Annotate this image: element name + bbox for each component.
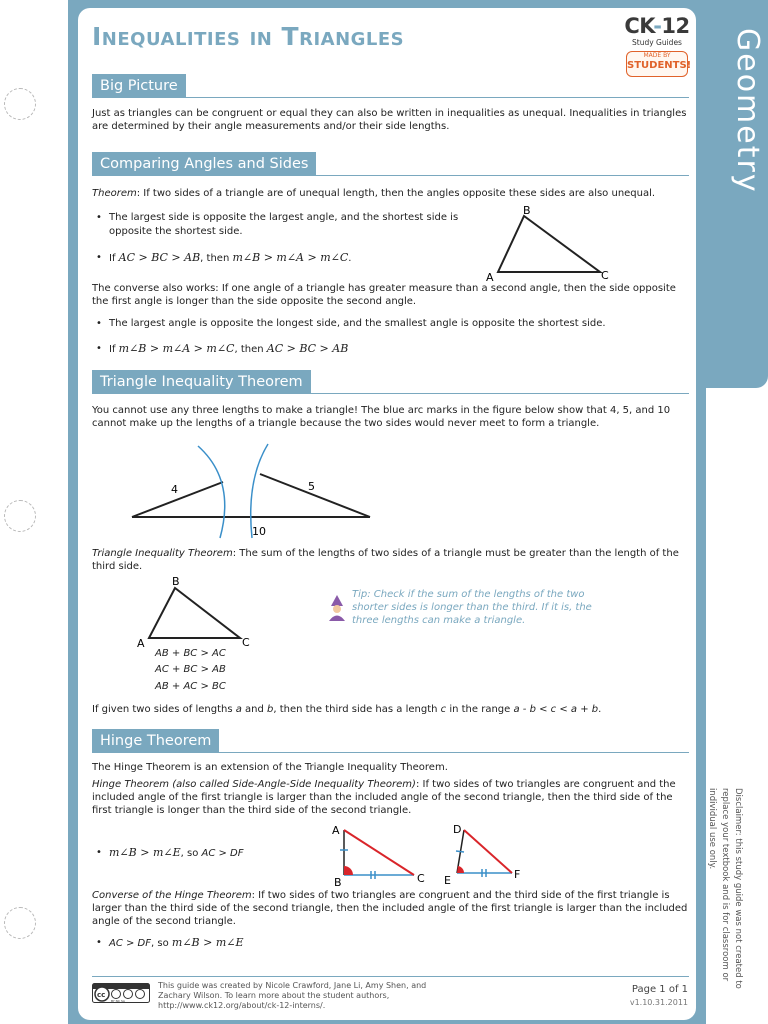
nc-icon [124,990,133,999]
section-heading-triangle-inequality: Triangle Inequality Theorem [92,370,311,394]
page-title: Inequalities in Triangles [92,22,405,51]
range-a: a [235,704,242,715]
triangle-abc [149,588,240,638]
section-heading-hinge: Hinge Theorem [92,729,219,753]
angle-e-marker [457,866,464,873]
range-pre: If given two sides of lengths [92,704,236,715]
right-segment [260,474,370,517]
vertex-label-a: A [137,637,145,650]
inequality-line: AB + AC > BC [155,681,226,692]
footer-credit: This guide was created by Nicole Crawford, Jane Li, Amy Shen, and Zachary Wilson. To learn more about the student authors, http://www.ck12.org/about/ck-12-interns/. [158,981,427,1010]
range-end: . [598,704,602,715]
list-item [96,846,316,861]
section-rule [92,393,689,394]
bullet-pre: If [109,344,119,355]
range-c: c [440,704,447,715]
inequality-line: AB + BC > AC [155,648,226,659]
math-expression: m∠B > m∠E [171,936,244,949]
vertex-label-c: C [601,269,609,282]
sa-icon [136,990,145,999]
compass-arc-left [198,446,225,538]
triangle-figure-abc [480,202,620,284]
side-ac [344,830,414,875]
math-expression: m∠B > m∠A > m∠C [232,251,349,264]
footer-rule [92,976,689,977]
bullet-mid: , then [234,344,267,355]
comparing-theorem [92,187,690,200]
theorem-text: : If two sides of a triangle are of unequal length, then the angles opposite these sides are also unequal. [136,188,656,199]
section-rule [92,752,689,753]
math-expression: m∠B > m∠E [109,846,181,859]
bullet-mid: , so [180,848,202,859]
triangle-inequality-theorem [92,547,690,573]
list-item [96,211,466,239]
by-icon [112,990,121,999]
converse-text: The converse also works: If one angle of a triangle has greater measure than a second angle, then the side opposite the first angle is longer than the side opposite the second angle. [92,283,676,307]
vertex-label-c: C [417,872,425,885]
logo-brand-12: 12 [661,14,690,38]
math-expression: m∠B > m∠A > m∠C [118,342,235,355]
non-triangle-figure [128,440,378,540]
converse-label: Converse of the Hinge Theorem [92,890,252,901]
hinge-theorem [92,778,690,817]
subject-tab-label: Geometry [730,28,765,194]
version-label: v1.10.31.2011 [629,998,688,1007]
vertex-label-b: B [334,876,342,888]
bullet-mid: , so [151,938,172,949]
cc-license-badge[interactable] [92,983,150,1003]
side-df [464,830,512,873]
binder-hole [4,907,36,939]
theorem-label: Triangle Inequality Theorem [92,548,233,559]
side-label-5: 5 [308,480,315,493]
disclaimer: Disclaimer: this study guide was not created to replace your textbook and is for classroom or individual use only. [707,788,743,989]
logo-brand [624,16,690,37]
vertex-label-a: A [332,824,340,837]
bullet-end: . [348,253,352,264]
binder-hole [4,500,36,532]
range-mid: , then the third side has a length [273,704,441,715]
wizard-hat [331,595,343,606]
triangle-inequality-intro: You cannot use any three lengths to make a triangle! The blue arc marks in the figure below show that 4, 5, and 10 cannot make up the lengths of a triangle because the two sides would never meet to form a triangle. [92,405,671,429]
triangle-figure-abc-2 [132,574,256,650]
angle-b-marker [344,866,353,875]
vertex-label-d: D [453,823,462,836]
range-in: in the range [446,704,514,715]
cc-mark: cc [97,991,106,999]
wizard-icon [326,594,348,622]
range-and: and [241,704,268,715]
section-rule [92,175,689,176]
badge-bottom-text: STUDENTS! [627,60,692,71]
tip-text: Tip: Check if the sum of the lengths of the two shorter sides is longer than the third. If it is, the three lengths can make a triangle. [352,589,592,626]
third-side-range [92,703,690,716]
hinge-converse [92,889,690,928]
vertex-label-c: C [242,636,250,649]
section-heading-comparing: Comparing Angles and Sides [92,152,316,176]
made-by-students-badge [626,51,692,77]
math-expression: AC > DF [201,848,244,859]
section-rule [92,97,689,98]
theorem-text: : The sum of the lengths of two sides of a triangle must be greater than the length of the third side. [92,548,679,572]
math-expression: AC > BC > AB [266,342,349,355]
wizard-robe [329,616,345,622]
list-item [96,936,396,951]
list-item [96,342,686,357]
vertex-label-b: B [523,204,531,217]
range-expression: a - b < c < a + b [513,704,599,715]
big-picture-text: Just as triangles can be congruent or equal they can also be written in inequalities as unequal. Inequalities in triangles are determined by their angle measurements and/or their side lengths. [92,108,687,132]
logo-brand-dash: - [653,14,662,38]
side-label-4: 4 [171,483,178,496]
license-codes: BY NC SA [111,999,125,1003]
math-expression: AC > DF [109,938,152,949]
logo-brand-ck: CK [624,14,654,38]
ck12-logo [624,16,690,86]
hinge-triangle-abc [328,820,438,888]
wizard-face [333,605,341,613]
inequality-line: AC + BC > AB [155,664,226,675]
bullet-pre: If [109,253,119,264]
math-expression: AC > BC > AB [118,251,201,264]
theorem-label: Theorem [92,188,137,199]
theorem-label: Hinge Theorem (also called Side-Angle-Side Inequality Theorem) [92,779,416,790]
compass-arc-right [251,444,268,538]
vertex-label-b: B [172,575,180,588]
list-item [96,251,466,266]
theorem-text: : If two sides of two triangles are congruent and the included angle of the first triangle is larger than the included angle of the second triangle, then the third side of the first triangle is longer than the third side of the second triangle. [92,779,676,816]
converse-text: : If two sides of two triangles are congruent and the third side of the first triangle is larger than the third side of the second triangle, then the included angle of the first triangle is larger than the included angle of the second triangle. [92,890,688,927]
range-b: b [267,704,274,715]
bullet-text: The largest side is opposite the largest angle, and the shortest side is opposite the shortest side. [109,212,459,237]
vertex-label-a: A [486,271,494,284]
vertex-label-e: E [444,874,451,887]
logo-subtitle: Study Guides [632,38,682,47]
list-item [96,317,686,331]
section-heading-big-picture: Big Picture [92,74,186,98]
hinge-intro: The Hinge Theorem is an extension of the Triangle Inequality Theorem. [92,762,448,773]
badge-top-text: MADE BY [643,52,671,59]
binder-hole [4,88,36,120]
triangle-abc [498,216,600,272]
tick-mark [456,851,464,852]
side-label-10: 10 [252,525,266,538]
hinge-triangle-def [440,820,540,888]
bullet-text: The largest angle is opposite the longest side, and the smallest angle is opposite the shortest side. [109,318,606,329]
vertex-label-f: F [514,868,521,881]
bullet-mid: , then [200,253,233,264]
page-number: Page 1 of 1 [631,984,688,995]
